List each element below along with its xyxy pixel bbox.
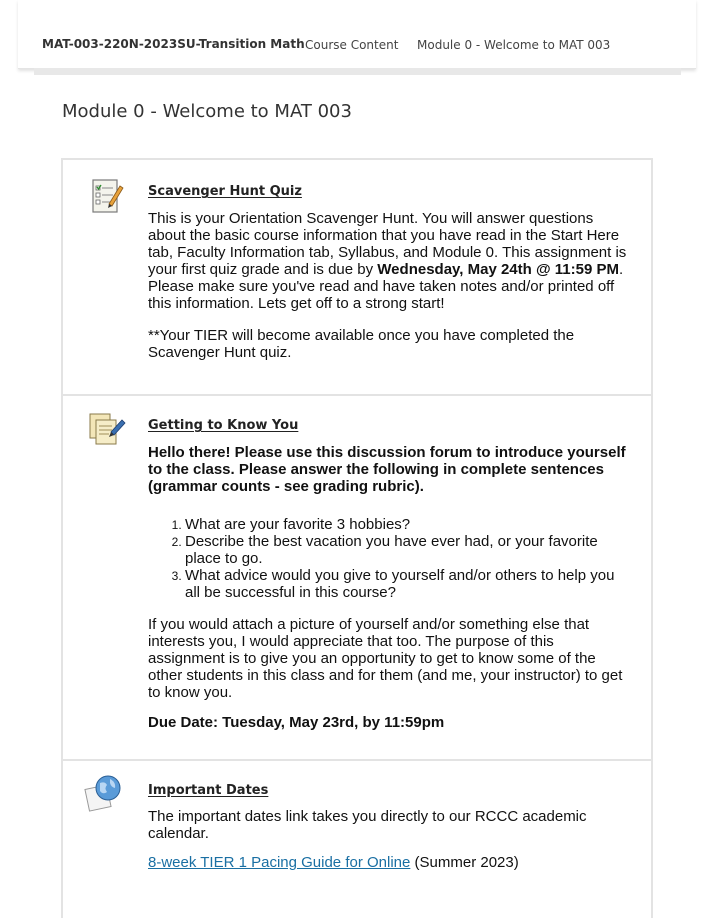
item-body	[148, 444, 633, 731]
due-date-text: Due Date: Tuesday, May 23rd, by 11:59pm	[148, 714, 445, 731]
pacing-guide-line	[148, 854, 633, 871]
item-body	[148, 808, 633, 871]
item-title-scavenger-hunt-quiz[interactable]: Scavenger Hunt Quiz	[148, 184, 302, 199]
content-item-scavenger-hunt-quiz	[63, 160, 651, 396]
discussion-icon	[87, 410, 127, 450]
course-title[interactable]: MAT-003-220N-2023SU-Transition Math	[42, 37, 305, 51]
item-title-important-dates[interactable]: Important Dates	[148, 783, 269, 798]
list-item: 1. What are your favorite 3 hobbies?	[185, 516, 633, 533]
description-text: This is your Orientation Scavenger Hunt. You will answer questions about the basic course information that you have read in the Start Here tab, Faculty Information tab, Syllabus, and Module 0. This assignment is your first quiz grade and is due by	[148, 210, 627, 278]
breadcrumb-module-0[interactable]: Module 0 - Welcome to MAT 003	[417, 38, 611, 52]
web-link-icon	[83, 773, 123, 813]
intro-text: Hello there! Please use this discussion forum to introduce yourself to the class. Please answer the following in complete sentences (grammar counts - see grading rubric).	[148, 444, 626, 495]
quiz-icon	[87, 178, 127, 218]
attachment-note: If you would attach a picture of yourself and/or something else that interests you, I would appreciate that too. The purpose of this assignment is to give you an opportunity to get to know some of the other students in this class and for them (and me, your instructor) to get to know you.	[148, 616, 623, 701]
top-navigation-bar	[18, 0, 696, 69]
nav-subbar	[34, 68, 681, 75]
list-item: 2. Describe the best vacation you have ever had, or your favorite place to go.	[185, 533, 633, 567]
list-item: 3. What advice would you give to yourself and/or others to help you all be successful in this course?	[185, 567, 633, 601]
content-list	[61, 158, 653, 918]
pacing-guide-suffix: (Summer 2023)	[410, 854, 519, 871]
tier-note: **Your TIER will become available once you have completed the Scavenger Hunt quiz.	[148, 327, 575, 361]
item-description	[148, 210, 633, 312]
content-item-getting-to-know-you	[63, 396, 651, 761]
page-title: Module 0 - Welcome to MAT 003	[62, 101, 352, 122]
item-body	[148, 210, 633, 361]
due-date-text: Wednesday, May 24th @ 11:59 PM	[377, 261, 619, 278]
description-text-cont: . Please make sure you've read and have taken notes and/or printed off this information. Lets get off to a strong start!	[148, 261, 624, 312]
item-description: The important dates link takes you directly to our RCCC academic calendar.	[148, 808, 587, 842]
pacing-guide-link[interactable]: 8-week TIER 1 Pacing Guide for Online	[148, 854, 411, 871]
item-title-getting-to-know-you[interactable]: Getting to Know You	[148, 418, 299, 433]
breadcrumb-course-content[interactable]: Course Content	[305, 38, 399, 52]
question-list	[148, 516, 633, 601]
content-item-important-dates	[63, 761, 651, 921]
